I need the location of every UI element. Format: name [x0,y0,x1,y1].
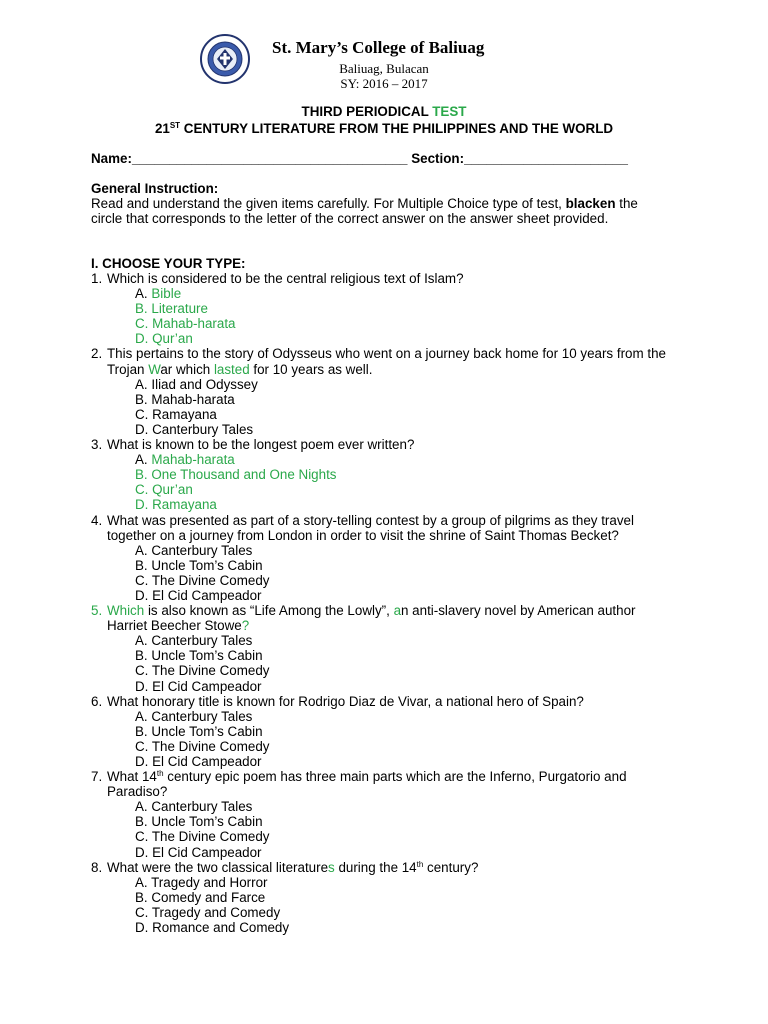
answer-option [91,679,671,694]
question-number: 8. [91,859,103,875]
answer-option-run: B. Uncle Tom’s Cabin [135,557,263,573]
exam-title-test: TEST [432,104,467,119]
question-text-run: s [328,859,335,875]
answer-option [91,754,671,769]
answer-option-run: A. Tragedy and Horror [135,874,268,890]
question-number: 3. [91,437,103,453]
school-year: SY: 2016 – 2017 [340,76,428,91]
answer-option [91,890,671,905]
answer-option [91,286,671,301]
answer-option [91,377,671,392]
school-address: Baliuag, Bulacan [339,61,429,76]
answer-option [91,845,671,860]
course-title [0,121,768,136]
question-item [91,860,671,935]
question-list [91,271,671,935]
answer-option-run: C. The Divine Comedy [135,738,270,754]
answer-option [91,663,671,678]
question-number: 5. [91,603,103,619]
question-text-run: th [156,769,164,779]
answer-option-run: A. Iliad and Odyssey [135,376,258,392]
question-text [107,603,671,633]
question-stem [91,271,671,286]
answer-option-run: D. Ramayana [135,497,217,513]
question-text-run: This pertains to the story of Odysseus who went on a journey back home for 10 years from the Trojan [107,346,666,377]
answer-option-run: Mahab-harata [151,452,235,468]
question-item [91,769,671,860]
question-text-run: is also known as “Life Among the Lowly”, [144,603,394,619]
question-stem [91,694,671,709]
question-number: 7. [91,769,103,785]
question-text-run: What honorary title is known for Rodrigo Diaz de Vivar, a national hero of Spain? [107,693,584,709]
answer-option-run: D. El Cid Campeador [135,754,262,769]
answer-option-run: D. Canterbury Tales [135,421,254,437]
question-stem [91,860,671,875]
answer-option-run: D. El Cid Campeador [135,678,262,694]
question-number: 4. [91,512,103,528]
name-section-row [91,151,628,166]
answer-option [91,875,671,890]
answer-option [91,920,671,935]
question-text [107,860,671,875]
question-text-run: ar which [160,361,214,377]
question-text [107,769,671,799]
answer-option [91,331,671,346]
answer-option-run: B. Uncle Tom’s Cabin [135,648,263,664]
question-text-run: W [148,361,161,377]
question-text-run: ? [241,618,250,634]
question-text-run: n anti-slavery novel by American author Harriet Beecher Stowe [107,603,636,634]
answer-option [91,905,671,920]
question-stem [91,513,671,543]
question-item [91,513,671,604]
answer-option [91,648,671,663]
answer-option-run: A. Canterbury Tales [135,633,253,649]
answer-option [91,467,671,482]
answer-option-run: A. Canterbury Tales [135,708,253,724]
answer-option-run: B. Mahab-harata [135,391,235,407]
answer-option-run: D. Qur’an [135,331,193,347]
question-text-run: What is known to be the longest poem ever written? [107,437,415,453]
section-heading: I. CHOOSE YOUR TYPE: [91,256,246,271]
answer-option [91,301,671,316]
answer-option-run: C. Tragedy and Comedy [135,904,281,920]
answer-option [91,633,671,648]
answer-option [91,422,671,437]
answer-option-run: C. The Divine Comedy [135,572,270,588]
question-text [107,271,671,286]
answer-option-run: B. One Thousand and One Nights [135,467,337,483]
answer-option-run: A. Canterbury Tales [135,542,253,558]
answer-option [91,829,671,844]
question-stem [91,769,671,799]
answer-option [91,814,671,829]
answer-option-run: Bible [151,286,182,302]
question-stem [91,346,671,376]
question-text-run: What was presented as part of a story-telling contest by a group of pilgrims as they travel together on a journey from London in order to visit the shrine of Saint Thomas Becket? [107,512,634,543]
section-label: Section: [411,151,465,166]
question-text [107,513,671,543]
answer-option-run: D. Romance and Comedy [135,920,290,936]
answer-option-run: A. Canterbury Tales [135,799,253,815]
exam-title-text: THIRD PERIODICAL [301,104,433,119]
question-item [91,694,671,769]
answer-option [91,452,671,467]
question-text [107,346,671,376]
question-text-run: century? [423,859,479,875]
answer-option [91,407,671,422]
question-text-run: What were the two classical literature [107,859,329,875]
answer-option [91,573,671,588]
question-item [91,603,671,694]
instruction-text-bold: blacken [565,196,616,211]
question-item [91,346,671,437]
question-item [91,437,671,512]
answer-option [91,709,671,724]
question-item [91,271,671,346]
instruction-text-b: the circle that corresponds to the letter of the correct answer on the answer sheet provided. [91,196,638,227]
answer-option [91,482,671,497]
question-stem [91,603,671,633]
question-text [107,437,671,452]
instruction-text [91,196,671,226]
answer-option-run: B. Uncle Tom’s Cabin [135,814,263,830]
question-stem [91,437,671,452]
instruction-text-a: Read and understand the given items carefully. For Multiple Choice type of test, [91,196,566,211]
answer-option [91,799,671,814]
question-text-run: lasted [213,361,250,377]
answer-option-run: C. Ramayana [135,406,217,422]
question-text-run: during the 14 [334,859,417,875]
answer-option [91,724,671,739]
question-text [107,694,671,709]
answer-option-run: A. [135,286,152,302]
question-text-run: century epic poem has three main parts which are the Inferno, Purgatorio and Paradiso? [107,769,627,800]
exam-title [0,104,768,119]
answer-option [91,558,671,573]
question-text-run: a [393,603,402,619]
question-text-run: for 10 years as well. [249,361,373,377]
question-text-run: Which is considered to be the central religious text of Islam? [107,271,464,286]
answer-option-run: C. The Divine Comedy [135,663,270,679]
name-field[interactable]: _____________________________________ [131,151,408,166]
answer-option-run: B. Literature [135,301,208,317]
answer-option-run: B. Comedy and Farce [135,889,266,905]
answer-option-run: C. The Divine Comedy [135,829,270,845]
answer-option [91,497,671,512]
answer-option-run: D. El Cid Campeador [135,587,262,603]
answer-option-run: A. [135,452,152,468]
answer-option-run: D. El Cid Campeador [135,844,262,860]
question-text-run: Which [107,603,145,619]
school-name: St. Mary’s College of Baliuag [272,38,485,57]
answer-option [91,543,671,558]
question-text-run: What 14 [107,769,157,785]
answer-option [91,739,671,754]
question-number: 1. [91,271,103,286]
answer-option-run: C. Qur’an [135,482,193,498]
answer-option-run: C. Mahab-harata [135,316,236,332]
answer-option [91,392,671,407]
course-title-text: CENTURY LITERATURE FROM THE PHILIPPINES AND THE WORLD [180,121,614,136]
question-number: 2. [91,346,103,362]
course-title-num: 21 [154,121,170,136]
answer-option [91,316,671,331]
course-title-sup: ST [169,121,181,130]
answer-option [91,588,671,603]
section-field[interactable]: ______________________ [464,151,628,166]
name-label: Name: [91,151,132,166]
answer-option-run: B. Uncle Tom’s Cabin [135,723,263,739]
question-number: 6. [91,693,103,709]
instruction-heading: General Instruction: [91,181,219,196]
question-text-run: th [416,859,424,869]
